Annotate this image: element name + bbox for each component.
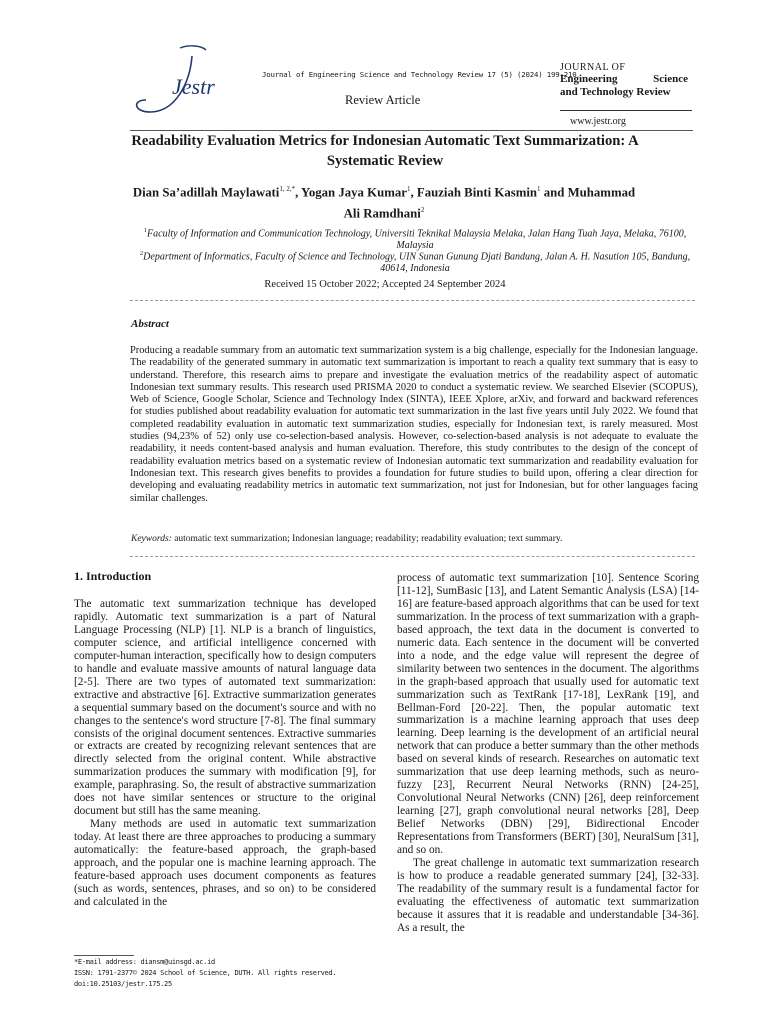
footnote-email: *E-mail address: diansm@uinsgd.ac.id [74, 958, 215, 966]
abstract-heading: Abstract [131, 318, 169, 330]
author-separator: , [410, 185, 417, 200]
author-affil-mark: 1, 2,* [279, 185, 296, 193]
author-affil-mark: 1 [537, 185, 541, 193]
footnote-doi: doi:10.25103/jestr.175.25 [74, 980, 172, 988]
affiliation-text: Department of Informatics, Faculty of Science and Technology, UIN Sunan Gunung Djati Bandung, Jalan A. H. Nasution 105, Bandung, 40614, Indonesia [143, 251, 691, 275]
author-name: Yogan Jaya Kumar [301, 185, 407, 200]
author-name: Muhammad Ali Ramdhani [343, 185, 636, 221]
paragraph: process of automatic text summarization [10]. Sentence Scoring [11-12], SumBasic [13], and Latent Semantic Analysis (LSA) [14-16] are feature-based approach algorithms that can be used for text summarization. In the process of text summarization with a graph-based approach, the text data in the document is converted to numeric data. Each sentence in the document will be converted into a node, and the edge value will represent the degree of similarity between two sentences in the document. The algorithms in the graph-based approach that usually used for automatic text summarization such as TextRank [17-18], LexRank [19], and Bellman-Ford [20-22]. Then, the popular automatic text summarization is a machine learning approach that uses deep learning. Deep learning is the development of an artificial neural network that can produce a better summary than the other methods based on several kinds of research. Researches on automatic text summarization that use deep learning methods, such as neuro-fuzzy [23], Recurrent Neural Networks (RNN) [24-25], Convolutional Neural Networks (CNN) [26], deep reinforcement learning [27], graph convolutional neural networks [28], Deep Belief Networks (DBN) [29], Bidirectional Encoder Representations from Transformers (BERT) [30], NeuralSum [31], and so on. [397, 572, 699, 857]
paragraph: The great challenge in automatic text summarization research is how to produce a readable generated summary [24], [32-33]. The readability of the summary result is a fundamental factor for evaluating the effectiveness of automatic text summarization because it assures that it is readable and understandable [34-36]. As a result, the [397, 856, 699, 934]
journal-of-label: JOURNAL OF [560, 62, 626, 73]
author-separator: and [540, 185, 568, 200]
paragraph: The automatic text summarization technique has developed rapidly. Automatic text summarization is a part of Natural Language Processing (NLP) [1]. NLP is a branch of linguistics, computer science, and artificial intelligence concerned with computer-human interaction, specifically how to design computers to handle and evaluate massive amounts of natural language data [2-5]. There are two types of automated text summarization: extractive and abstractive [6]. Extractive summarization generates a sequential summary based on the document's source and with no changes to the sentence's word structure [7-8]. The final summary consists of the original document sentences. Extractive summaries or extracts are created by recognizing relevant sentences that are directly selected from the original content. While abstractive summarization produces the summary with modification [9], for example, paraphrasing. So, the result of abstractive summarization does not have similar sentences or structure to the original document but still has the same meaning. [74, 598, 376, 818]
keywords [131, 534, 562, 544]
section-heading: 1. Introduction [74, 569, 152, 583]
author-separator: , [295, 185, 302, 200]
author-affil-mark: 2 [420, 206, 425, 215]
journal-url[interactable]: www.jestr.org [570, 116, 626, 127]
journal-logo [128, 42, 228, 118]
journal-name-box [560, 62, 688, 99]
header-rule [560, 110, 692, 111]
body-column-left [74, 598, 376, 909]
author-affil-mark: 1 [406, 185, 411, 193]
author-name: Dian Sa’adillah Maylawati [132, 185, 280, 200]
affiliation-mark: 2 [139, 250, 144, 257]
keywords-label: Keywords: [131, 534, 172, 544]
paragraph: Many methods are used in automatic text summarization today. At least there are three approaches to producing a summary automatically: the feature-based approach, the graph-based approach, and the popular one is machine learning approach. The feature-based approach uses document components as features (such as words, sentences, phrases, and so on) to be considered and calculated in the [74, 818, 376, 908]
body-column-right [397, 572, 699, 935]
author-list [130, 180, 638, 223]
divider [130, 300, 695, 301]
journal-name-line-1: Engineering Science [560, 73, 688, 85]
logo-text: Jestr [172, 74, 215, 99]
paper-title: Readability Evaluation Metrics for Indonesian Automatic Text Summarization: A Systematic Review [131, 133, 639, 169]
journal-citation-line: Journal of Engineering Science and Technology Review 17 (5) (2024) 199-210 [262, 70, 577, 79]
keywords-text: automatic text summarization; Indonesian language; readability; readability evaluation; text summary. [174, 534, 563, 544]
author-name: Fauziah Binti Kasmin [416, 185, 538, 200]
article-type: Review Article [345, 93, 421, 107]
affiliation-text: Faculty of Information and Communication Technology, Universiti Teknikal Malaysia Melaka, Jalan Hang Tuah Jaya, Melaka, 76100, Malaysia [147, 228, 687, 252]
affiliation-2 [132, 248, 698, 275]
received-dates: Received 15 October 2022; Accepted 24 September 2024 [264, 279, 506, 290]
affiliation-mark: 1 [143, 227, 148, 234]
footnote-issn: ISSN: 1791-2377© 2024 School of Science, DUTH. All rights reserved. [74, 969, 337, 977]
journal-name-line-2: and Technology Review [560, 86, 671, 98]
divider [130, 556, 695, 557]
footnote-rule [74, 955, 134, 956]
abstract-text: Producing a readable summary from an automatic text summarization system is a big challenge, especially for the Indonesian language. The readability of the generated summary in automatic text summarization is important to reach a quality text summary that is easy to understand. Therefore, this research aims to prepare and investigate the evaluation metrics of the readability aspect of automatic Indonesian text summary results. This research used PRISMA 2020 to conduct a systematic review. We searched Elsevier (SCOPUS), Web of Science, Google Scholar, Science and Technology Index (SINTA), IEEE Xplore, arXiv, and forward and backward references for studies published about readability evaluation for automatic text summarization in the last five years until July 2022. We found that completed readability evaluation in automatic text summarization studies, especially for Indonesian text, is rarely measured. Most studies (94,23% of 52) only use co-selection-based analysis. However, co-selection-based analysis is not adequate to evaluate the readability, it needs content-based analysis and human evaluation. Therefore, this study contributes to the design of the concept of readability evaluation metrics based on a systematic review of Indonesian automatic text summarization and readability evaluation for Indonesian text. This research gives benefits to provides a foundation for future studies to build upon, offering a clear direction for developing and evaluating readability metrics in automatic text summarization, not just for Indonesian, but for other languages facing similar challenges. [130, 345, 698, 504]
